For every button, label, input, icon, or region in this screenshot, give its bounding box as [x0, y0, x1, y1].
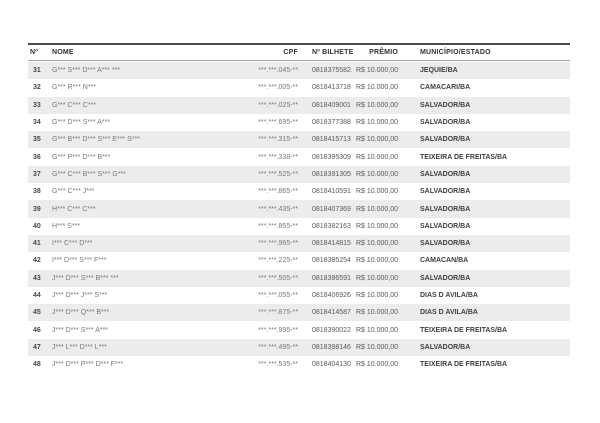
table-row — [28, 339, 570, 356]
cell-nome: J*** D*** S*** B*** *** — [52, 274, 119, 282]
cell-num: 47 — [33, 343, 41, 351]
cell-num: 41 — [33, 240, 41, 248]
cell-cpf: ***.***.965-** — [258, 240, 298, 248]
cell-cpf: ***.***.855-** — [258, 222, 298, 230]
cell-premio: R$ 10.000,00 — [355, 84, 398, 92]
cell-premio: R$ 10.000,00 — [355, 326, 398, 334]
table-row — [28, 79, 570, 96]
cell-premio: R$ 10.000,00 — [355, 153, 398, 161]
cell-cpf: ***.***.995-** — [258, 326, 298, 334]
cell-cpf: ***.***.865-** — [258, 188, 298, 196]
cell-num: 32 — [33, 84, 41, 92]
cell-bilhete: 0818377388 — [312, 119, 351, 127]
cell-premio: R$ 10.000,00 — [355, 170, 398, 178]
cell-bilhete: 0818409001 — [312, 101, 351, 109]
cell-municipio: TEIXEIRA DE FREITAS/BA — [420, 326, 508, 334]
column-header-municipio: MUNICÍPIO/ESTADO — [398, 44, 570, 60]
cell-bilhete: 0818410591 — [312, 188, 351, 196]
cell-bilhete: 0818406926 — [312, 292, 351, 299]
cell-nome: J*** D*** P*** D*** F*** — [52, 361, 124, 369]
cell-nome: H*** S*** — [52, 222, 81, 230]
cell-premio: R$ 10.000,00 — [355, 136, 398, 144]
table-row — [28, 287, 570, 304]
table-row — [28, 131, 570, 148]
cell-num: 38 — [33, 188, 41, 196]
cell-premio: R$ 10.000,00 — [355, 119, 398, 127]
cell-bilhete: 0818390022 — [312, 326, 351, 334]
cell-num: 48 — [33, 361, 41, 369]
cell-num: 40 — [33, 222, 41, 230]
table-body — [28, 60, 570, 373]
cell-bilhete: 0818413718 — [312, 84, 351, 92]
cell-nome: H*** C*** C*** — [52, 205, 96, 213]
cell-nome: J*** D*** S*** A*** — [52, 326, 109, 334]
cell-num: 42 — [33, 257, 41, 265]
cell-bilhete: 0818415713 — [312, 136, 351, 144]
cell-cpf: ***.***.495-** — [258, 343, 298, 351]
cell-municipio: CAMACARI/BA — [420, 84, 471, 92]
column-header-bilhete: Nº BILHETE — [298, 44, 354, 60]
cell-premio: R$ 10.000,00 — [355, 361, 398, 369]
cell-nome: G*** D*** S*** A*** — [52, 119, 110, 127]
table-row — [28, 270, 570, 287]
cell-num: 43 — [33, 274, 41, 282]
column-header-cpf: CPF — [230, 44, 298, 60]
cell-nome: J*** L*** D*** L*** — [52, 343, 107, 351]
column-header-nome: NOME — [52, 44, 230, 60]
table-row — [28, 321, 570, 338]
table-row — [28, 235, 570, 252]
cell-num: 34 — [33, 119, 41, 127]
cell-cpf: ***.***.055-** — [258, 292, 298, 299]
cell-nome: G*** S*** D*** A*** *** — [52, 67, 121, 75]
cell-premio: R$ 10.000,00 — [355, 188, 398, 196]
winners-table — [28, 43, 570, 373]
cell-premio: R$ 10.000,00 — [355, 222, 398, 230]
cell-cpf: ***.***.005-** — [258, 84, 298, 92]
cell-cpf: ***.***.435-** — [258, 205, 298, 213]
cell-municipio: SALVADOR/BA — [420, 188, 471, 196]
cell-municipio: SALVADOR/BA — [420, 136, 471, 144]
cell-nome: G*** B*** D*** S*** E*** S*** — [52, 136, 140, 144]
cell-municipio: CAMACAN/BA — [420, 257, 469, 265]
table-row — [28, 62, 570, 79]
cell-nome: I*** D*** S*** F*** — [52, 257, 107, 265]
cell-premio: R$ 10.000,00 — [355, 292, 398, 299]
table-row — [28, 218, 570, 235]
cell-municipio: SALVADOR/BA — [420, 222, 471, 230]
table-header-row — [28, 44, 570, 60]
cell-premio: R$ 10.000,00 — [355, 309, 398, 317]
cell-bilhete: 0818398146 — [312, 343, 351, 351]
cell-nome: J*** D*** J*** S*** — [52, 292, 108, 299]
table-row — [28, 114, 570, 131]
cell-cpf: ***.***.875-** — [258, 309, 298, 317]
cell-cpf: ***.***.045-** — [258, 67, 298, 75]
cell-bilhete: 0818404130 — [312, 361, 351, 369]
cell-cpf: ***.***.225-** — [258, 257, 298, 265]
cell-nome: G*** C*** C*** — [52, 101, 96, 109]
cell-bilhete: 0818375582 — [312, 67, 351, 75]
cell-num: 33 — [33, 101, 41, 109]
cell-bilhete: 0818382163 — [312, 222, 351, 230]
cell-nome: G*** R*** N*** — [52, 84, 96, 92]
cell-municipio: TEIXEIRA DE FREITAS/BA — [420, 153, 508, 161]
cell-municipio: SALVADOR/BA — [420, 205, 471, 213]
cell-num: 45 — [33, 309, 41, 317]
cell-nome: G*** P*** D*** B*** — [52, 153, 111, 161]
cell-cpf: ***.***.535-** — [258, 361, 298, 369]
cell-municipio: DIAS D AVILA/BA — [420, 292, 478, 299]
cell-nome: J*** D*** Q*** B*** — [52, 309, 110, 317]
column-header-premio: PRÊMIO — [354, 44, 398, 60]
cell-premio: R$ 10.000,00 — [355, 257, 398, 265]
cell-cpf: ***.***.505-** — [258, 274, 298, 282]
cell-municipio: SALVADOR/BA — [420, 343, 471, 351]
cell-cpf: ***.***.315-** — [258, 136, 298, 144]
cell-num: 36 — [33, 153, 41, 161]
cell-num: 31 — [33, 67, 41, 75]
cell-cpf: ***.***.025-** — [258, 101, 298, 109]
table-row — [28, 148, 570, 165]
cell-municipio: SALVADOR/BA — [420, 240, 471, 248]
cell-num: 37 — [33, 170, 41, 178]
cell-nome: I*** C*** D*** — [52, 240, 93, 248]
cell-cpf: ***.***.525-** — [258, 170, 298, 178]
cell-bilhete: 0818385254 — [312, 257, 351, 265]
cell-num: 44 — [33, 292, 41, 299]
cell-num: 35 — [33, 136, 41, 144]
cell-nome: G*** C*** B*** S*** G*** — [52, 170, 126, 178]
cell-bilhete: 0818414587 — [312, 309, 351, 317]
table-row — [28, 183, 570, 200]
cell-municipio: DIAS D AVILA/BA — [420, 309, 478, 317]
cell-num: 46 — [33, 326, 41, 334]
cell-premio: R$ 10.000,00 — [355, 205, 398, 213]
table-row — [28, 97, 570, 114]
cell-bilhete: 0818414815 — [312, 240, 351, 248]
table-row — [28, 304, 570, 321]
cell-premio: R$ 10.000,00 — [355, 67, 398, 75]
cell-premio: R$ 10.000,00 — [355, 343, 398, 351]
cell-nome: G*** C*** J*** — [52, 188, 95, 196]
cell-premio: R$ 10.000,00 — [355, 101, 398, 109]
cell-bilhete: 0818395309 — [312, 153, 351, 161]
cell-bilhete: 0818396591 — [312, 274, 351, 282]
cell-cpf: ***.***.695-** — [258, 119, 298, 127]
cell-municipio: TEIXEIRA DE FREITAS/BA — [420, 361, 508, 369]
cell-cpf: ***.***.338-** — [258, 153, 298, 161]
cell-municipio: SALVADOR/BA — [420, 101, 471, 109]
table-row — [28, 252, 570, 269]
cell-municipio: SALVADOR/BA — [420, 274, 471, 282]
cell-bilhete: 0818391305 — [312, 170, 351, 178]
table-row — [28, 166, 570, 183]
table-row — [28, 356, 570, 373]
column-header-num: Nº — [28, 44, 52, 60]
cell-municipio: SALVADOR/BA — [420, 170, 471, 178]
cell-bilhete: 0818407369 — [312, 205, 351, 213]
cell-premio: R$ 10.000,00 — [355, 274, 398, 282]
cell-municipio: JEQUIE/BA — [420, 67, 458, 75]
cell-num: 39 — [33, 205, 41, 213]
table-row — [28, 200, 570, 217]
cell-premio: R$ 10.000,00 — [355, 240, 398, 248]
cell-municipio: SALVADOR/BA — [420, 119, 471, 127]
